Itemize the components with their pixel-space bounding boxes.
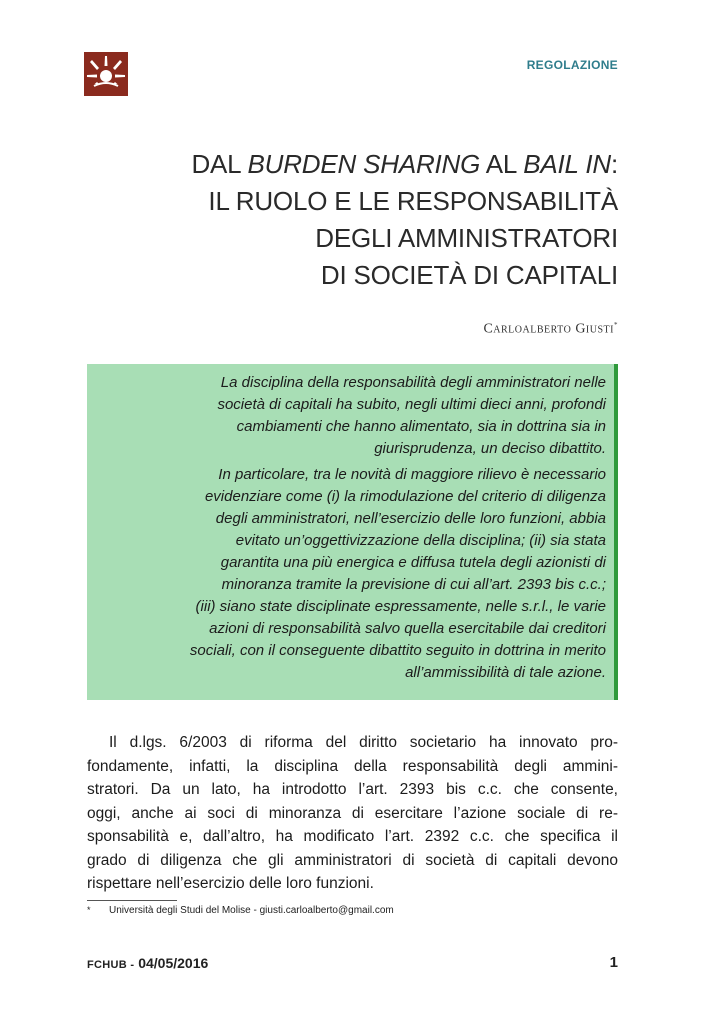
- body-line: rispettare nell’esercizio delle loro funzioni.: [87, 875, 374, 892]
- abstract-paragraph-2: [99, 464, 606, 684]
- abstract-line: azioni di responsabilità salvo quella esercitabile dai creditori: [209, 620, 606, 637]
- abstract-line: In particolare, tra le novità di maggiore rilievo è necessario: [218, 466, 606, 483]
- footnote: [87, 905, 394, 916]
- abstract-line: degli amministratori, nell’esercizio delle loro funzioni, abbia: [215, 510, 606, 527]
- title-line-3: DEGLI AMMINISTRATORI: [315, 223, 618, 253]
- author-name: Carloalberto Giusti*: [483, 321, 618, 337]
- body-line: sponsabilità e, dall’altro, ha modificato l’art. 2392 c.c. che specifica il: [87, 828, 618, 845]
- abstract-line: società di capitali ha subito, negli ultimi dieci anni, profondi: [217, 396, 606, 413]
- body-line: oggi, anche ai soci di minoranza di esercitare l’azione sociale di re-: [87, 804, 618, 822]
- page-number: 1: [609, 954, 618, 971]
- footnote-divider: [87, 900, 177, 901]
- abstract-line: cambiamenti che hanno alimentato, sia in dottrina sia in: [236, 418, 606, 435]
- author-footnote-mark: *: [614, 321, 618, 329]
- body-paragraph: [87, 731, 618, 896]
- abstract-line: (iii) siano state disciplinate espressamente, nelle s.r.l., le varie: [195, 598, 606, 615]
- footnote-text: Università degli Studi del Molise - giusti.carloalberto@gmail.com: [109, 905, 394, 916]
- abstract-line: minoranza tramite la previsione di cui all’art. 2393 bis c.c.;: [221, 576, 606, 593]
- footer-brand: FCHUB -: [87, 959, 135, 971]
- title-line-4: DI SOCIETÀ DI CAPITALI: [320, 260, 618, 290]
- body-line: Il d.lgs. 6/2003 di riforma del diritto societario ha innovato pro-: [109, 734, 618, 751]
- footer-date: 04/05/2016: [138, 955, 209, 971]
- abstract-line: giurisprudenza, un deciso dibattito.: [374, 440, 606, 457]
- abstract-box: [87, 364, 618, 700]
- sun-logo-icon: [84, 52, 128, 96]
- abstract-line: evitato un’oggettivizzazione della disciplina; (ii) sia stata: [235, 532, 606, 549]
- body-line: fondamente, infatti, la disciplina della responsabilità degli ammini-: [87, 757, 618, 775]
- abstract-line: all’ammissibilità di tale azione.: [405, 664, 606, 681]
- body-line: stratori. Da un lato, ha introdotto l’art. 2393 bis c.c. che consente,: [87, 781, 618, 798]
- title-line-1: DAL BURDEN SHARING AL BAIL IN:: [191, 149, 618, 179]
- body-line: grado di diligenza che gli amministratori di società di capitali devono: [87, 851, 618, 869]
- title-line-2: IL RUOLO E LE RESPONSABILITÀ: [208, 186, 618, 216]
- article-title: [188, 146, 618, 294]
- abstract-line: garantita una più energica e diffusa tutela degli azionisti di: [220, 554, 606, 571]
- abstract-line: sociali, con il conseguente dibattito seguito in dottrina in merito: [189, 642, 606, 659]
- abstract-line: La disciplina della responsabilità degli amministratori nelle: [220, 374, 606, 391]
- abstract-line: evidenziare come (i) la rimodulazione del criterio di diligenza: [204, 488, 606, 505]
- section-label: REGOLAZIONE: [526, 58, 618, 72]
- footer-publication: [87, 955, 208, 971]
- footnote-mark: *: [87, 905, 91, 915]
- abstract-paragraph-1: [99, 372, 606, 460]
